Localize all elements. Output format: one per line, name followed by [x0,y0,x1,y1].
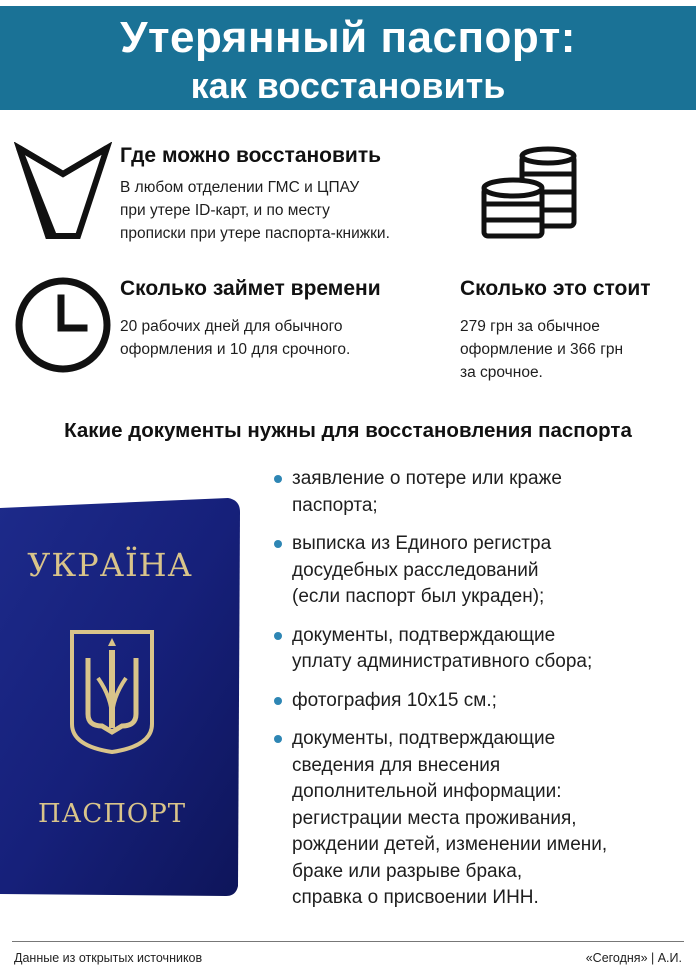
passport-label-text: ПАСПОРТ [37,799,187,829]
time-title: Сколько займет времени [120,277,381,300]
where-title: Где можно восстановить [120,144,382,167]
footer-credit: «Сегодня» | А.И. [585,951,682,965]
cost-title: Сколько это стоит [460,277,651,300]
bullet-icon [274,697,282,705]
list-item: заявление о потере или краже паспорта; [272,466,682,519]
header-banner [0,6,696,110]
arrow-down-icon [14,142,112,242]
list-item: документы, подтверждающие уплату административного сбора; [272,623,682,676]
passport-image [0,498,242,898]
page-subtitle: как восстановить [190,65,506,106]
passport-country-text: УКРАЇНА [27,546,193,584]
list-item: документы, подтверждающие сведения для внесения дополнительной информации: регистрации места проживания, рождении детей, изменении имени, браке или разрыве брака, справка о присвоении ИНН. [272,726,682,912]
bullet-icon [274,735,282,743]
footer-source: Данные из открытых источников [14,951,203,965]
bullet-icon [274,475,282,483]
documents-list [272,466,682,924]
coins-icon [478,146,580,244]
time-text: 20 рабочих дней для обычного оформления и 10 для срочного. [120,318,351,358]
documents-title: Какие документы нужны для восстановления паспорта [64,419,632,442]
cost-text: 279 грн за обычное оформление и 366 грн за срочное. [460,318,624,381]
bullet-icon [274,540,282,548]
list-item: фотография 10х15 см.; [272,688,682,715]
where-text: В любом отделении ГМС и ЦПАУ при утере ID-карт, и по месту прописки при утере паспорта-книжки. [120,179,390,242]
page-title: Утерянный паспорт: [120,13,576,62]
footer-divider [12,941,684,942]
list-item: выписка из Единого регистра досудебных расследований (если паспорт был украден); [272,531,682,611]
bullet-icon [274,632,282,640]
clock-icon [14,276,112,374]
